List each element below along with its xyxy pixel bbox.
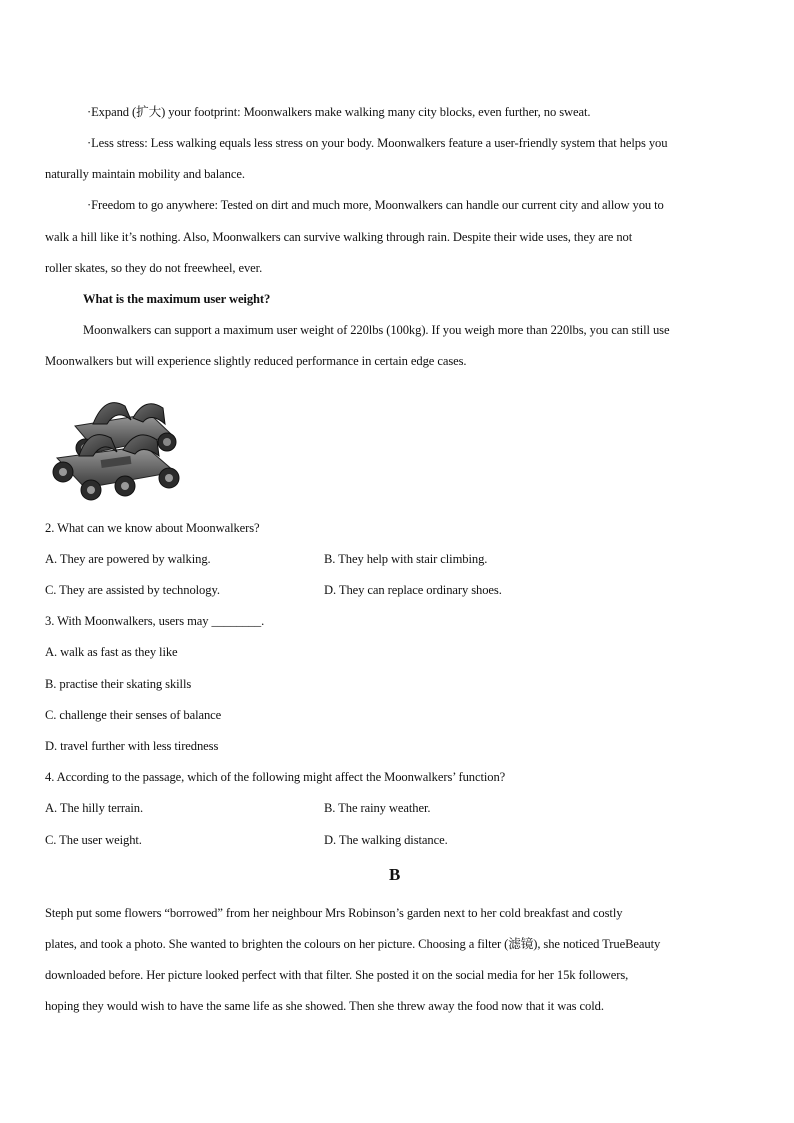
faq-answer: Moonwalkers can support a maximum user weight of 220lbs (100kg). If you weigh more than 220lbs, you can still use (83, 323, 670, 337)
question-4-option-d: D. The walking distance. (324, 833, 448, 847)
question-2-option-c: C. They are assisted by technology. (45, 583, 220, 597)
section-b-heading: B (389, 865, 401, 884)
question-4-option-c: C. The user weight. (45, 833, 142, 847)
question-3-option-b: B. practise their skating skills (45, 677, 192, 691)
section-b-line-2: plates, and took a photo. She wanted to brighten the colours on her picture. Choosing a filter (滤镜), she noticed TrueBeauty (45, 937, 661, 951)
faq-heading: What is the maximum user weight? (83, 292, 271, 306)
bullet-expand: ·Expand (扩大) your footprint: Moonwalkers make walking many city blocks, even further, no sweat. (87, 105, 591, 119)
question-2-option-d: D. They can replace ordinary shoes. (324, 583, 502, 597)
question-4-stem: 4. According to the passage, which of the following might affect the Moonwalkers’ function? (45, 770, 506, 784)
bullet-less-stress-cont: naturally maintain mobility and balance. (45, 167, 245, 181)
question-3-stem: 3. With Moonwalkers, users may ________. (45, 614, 265, 628)
question-3-option-c: C. challenge their senses of balance (45, 708, 222, 722)
bullet-freedom-cont-1: walk a hill like it’s nothing. Also, Moonwalkers can survive walking through rain. Despite their wide uses, they are not (45, 230, 633, 244)
question-3-option-d: D. travel further with less tiredness (45, 739, 219, 753)
question-2-option-a: A. They are powered by walking. (45, 552, 211, 566)
question-4-option-b: B. The rainy weather. (324, 801, 431, 815)
question-3-option-a: A. walk as fast as they like (45, 645, 178, 659)
moonwalkers-product-image (45, 386, 190, 506)
faq-answer-cont: Moonwalkers but will experience slightly reduced performance in certain edge cases. (45, 354, 467, 368)
question-2-stem: 2. What can we know about Moonwalkers? (45, 521, 260, 535)
bullet-freedom-cont-2: roller skates, so they do not freewheel, ever. (45, 261, 263, 275)
section-b-line-4: hoping they would wish to have the same life as she showed. Then she threw away the food now that it was cold. (45, 999, 604, 1013)
section-b-line-3: downloaded before. Her picture looked perfect with that filter. She posted it on the social media for her 15k followers, (45, 968, 629, 982)
bullet-freedom: ·Freedom to go anywhere: Tested on dirt and much more, Moonwalkers can handle our current city and allow you to (87, 198, 664, 212)
section-b-line-1: Steph put some flowers “borrowed” from her neighbour Mrs Robinson’s garden next to her cold breakfast and costly (45, 906, 623, 920)
question-4-option-a: A. The hilly terrain. (45, 801, 144, 815)
bullet-less-stress: ·Less stress: Less walking equals less stress on your body. Moonwalkers feature a user-friendly system that helps you (87, 136, 668, 150)
question-2-option-b: B. They help with stair climbing. (324, 552, 488, 566)
